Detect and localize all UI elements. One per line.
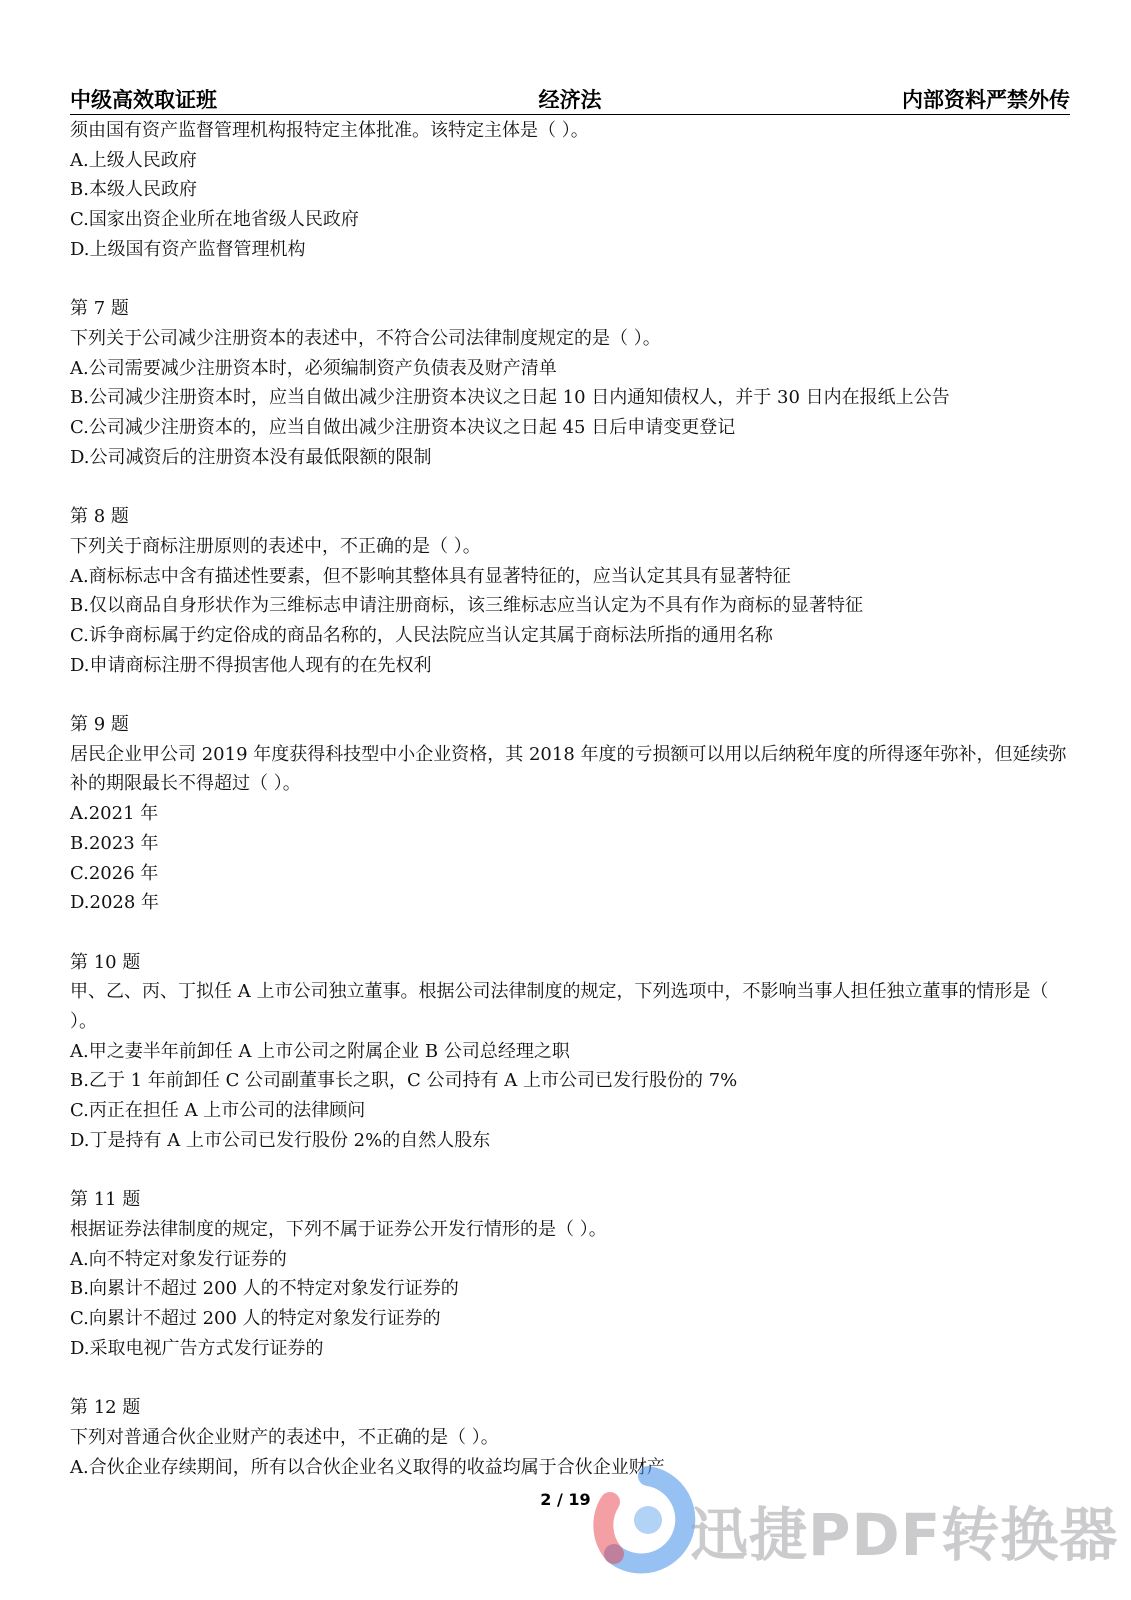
question-stem: 居民企业甲公司 2019 年度获得科技型中小企业资格，其 2018 年度的亏损额可以用以后纳税年度的所得逐年弥补，但延续弥补的期限最长不得超过（ ）。 — [70, 743, 1067, 795]
option-d: D.采取电视广告方式发行证券的 — [70, 1337, 324, 1359]
question-10 — [70, 948, 1070, 1156]
continued-question — [70, 116, 1070, 265]
option-b: B.仅以商品自身形状作为三维标志申请注册商标，该三维标志应当认定为不具有作为商标的显著特征 — [70, 595, 863, 617]
question-number: 第 7 题 — [70, 298, 129, 320]
option-d: D.丁是持有 A 上市公司已发行股份 2%的自然人股东 — [70, 1129, 491, 1151]
option-c: C.公司减少注册资本的，应当自做出减少注册资本决议之日起 45 日后申请变更登记 — [70, 417, 736, 439]
option-c: C.丙正在担任 A 上市公司的法律顾问 — [70, 1100, 366, 1122]
option-a: A.向不特定对象发行证券的 — [70, 1248, 287, 1270]
option-b: B.2023 年 — [70, 832, 159, 854]
question-number: 第 8 题 — [70, 506, 129, 528]
option-c: C.2026 年 — [70, 862, 159, 884]
question-stem: 须由国有资产监督管理机构报特定主体批准。该特定主体是（ ）。 — [70, 120, 589, 141]
header-subject: 经济法 — [538, 88, 602, 112]
question-9 — [70, 710, 1070, 918]
watermark — [588, 1462, 1119, 1582]
page-header — [70, 80, 1070, 115]
header-course-title: 中级高效取证班 — [70, 88, 217, 112]
option-d: D.申请商标注册不得损害他人现有的在先权利 — [70, 654, 432, 676]
question-number: 第 9 题 — [70, 714, 129, 736]
header-confidential-notice: 内部资料严禁外传 — [902, 88, 1070, 112]
question-8 — [70, 502, 1070, 680]
question-7 — [70, 294, 1070, 472]
option-a: A.上级人民政府 — [70, 149, 197, 171]
option-c: C.向累计不超过 200 人的特定对象发行证券的 — [70, 1308, 441, 1330]
option-d: D.公司减资后的注册资本没有最低限额的限制 — [70, 446, 432, 468]
question-stem: 甲、乙、丙、丁拟任 A 上市公司独立董事。根据公司法律制度的规定，下列选项中，不影响当事人担任独立董事的情形是（ ）。 — [70, 981, 1049, 1033]
option-b: B.本级人民政府 — [70, 179, 197, 201]
question-stem: 根据证券法律制度的规定，下列不属于证券公开发行情形的是（ ）。 — [70, 1218, 607, 1240]
option-a: A.合伙企业存续期间，所有以合伙企业名义取得的收益均属于合伙企业财产 — [70, 1456, 665, 1478]
question-number: 第 11 题 — [70, 1189, 141, 1211]
question-number: 第 12 题 — [70, 1397, 141, 1419]
option-a: A.公司需要减少注册资本时，必须编制资产负债表及财产清单 — [70, 357, 557, 379]
option-c: C.国家出资企业所在地省级人民政府 — [70, 209, 359, 231]
question-content — [70, 116, 1070, 1482]
question-number: 第 10 题 — [70, 951, 141, 973]
option-d: D.上级国有资产监督管理机构 — [70, 238, 306, 260]
question-11 — [70, 1185, 1070, 1363]
question-stem: 下列对普通合伙企业财产的表述中，不正确的是（ ）。 — [70, 1426, 499, 1448]
option-a: A.甲之妻半年前卸任 A 上市公司之附属企业 B 公司总经理之职 — [70, 1040, 570, 1062]
option-b: B.公司减少注册资本时，应当自做出减少注册资本决议之日起 10 日内通知债权人，并于 30 日内在报纸上公告 — [70, 387, 950, 409]
option-a: A.商标标志中含有描述性要素，但不影响其整体具有显著特征的，应当认定其具有显著特征 — [70, 565, 791, 587]
option-a: A.2021 年 — [70, 803, 159, 825]
page-number: 2 / 19 — [540, 1490, 591, 1509]
option-b: B.乙于 1 年前卸任 C 公司副董事长之职，C 公司持有 A 上市公司已发行股份的 7% — [70, 1070, 738, 1092]
option-b: B.向累计不超过 200 人的不特定对象发行证券的 — [70, 1278, 459, 1300]
option-d: D.2028 年 — [70, 892, 160, 914]
watermark-text: 迅捷PDF转换器 — [690, 1501, 1119, 1569]
option-c: C.诉争商标属于约定俗成的商品名称的，人民法院应当认定其属于商标法所指的通用名称 — [70, 624, 773, 646]
question-stem: 下列关于商标注册原则的表述中，不正确的是（ ）。 — [70, 535, 481, 557]
question-stem: 下列关于公司减少注册资本的表述中，不符合公司法律制度规定的是（ ）。 — [70, 327, 661, 349]
